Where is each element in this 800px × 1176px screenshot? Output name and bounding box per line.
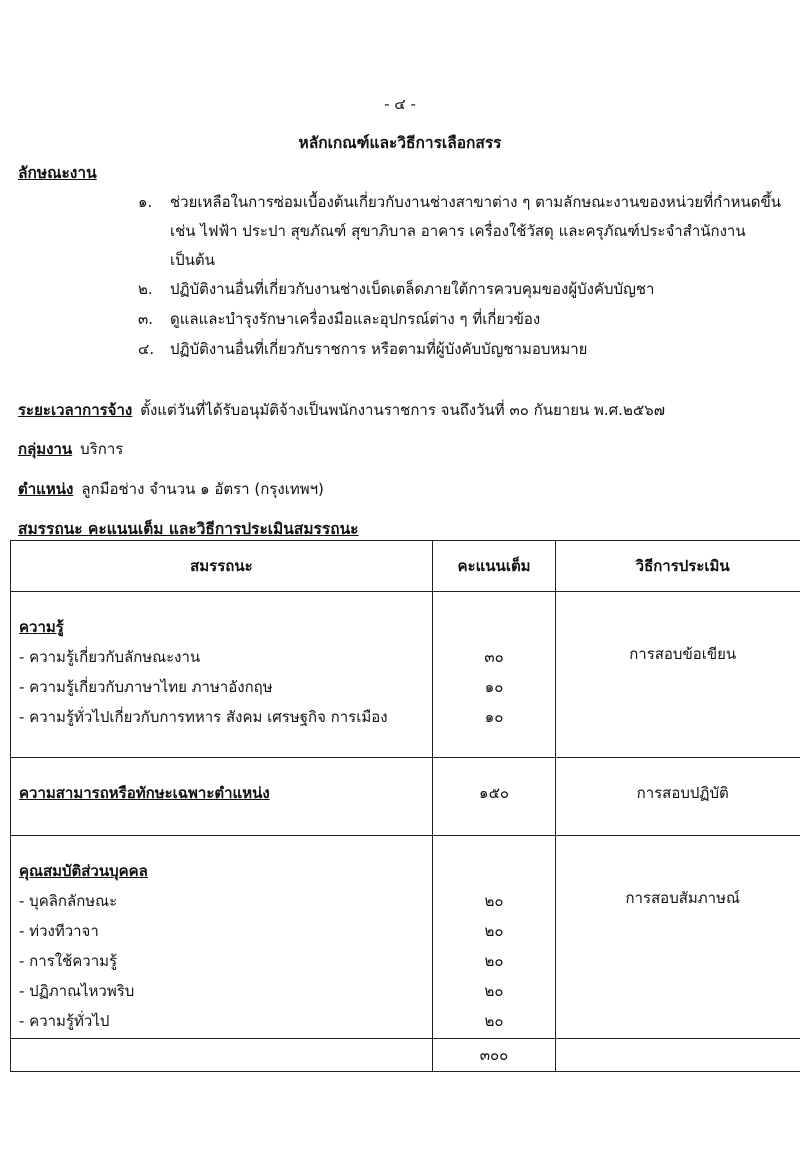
skill-cell [11, 758, 433, 836]
table-header-row [11, 541, 800, 592]
work-group [18, 437, 123, 461]
duty-item-3 [138, 305, 788, 334]
duty-item-1 [138, 188, 788, 275]
duty-item-4 [138, 335, 788, 364]
personal-score-1: ๒๐ [484, 892, 504, 910]
duty-number: ๔. [138, 340, 155, 358]
page-number: - ๔ - [384, 95, 416, 113]
personal-score-3: ๒๐ [484, 952, 504, 970]
knowledge-scores [432, 592, 556, 758]
employment-period [18, 398, 665, 422]
knowledge-score-2: ๑๐ [484, 678, 504, 696]
duty-text: ช่วยเหลือในการซ่อมเบื้องต้นเกี่ยวกับงานช่างสาขาต่าง ๆ ตามลักษณะงานของหน่วยที่กำหนดขึ้น เช่น ไฟฟ้า ประปา สุขภัณฑ์ สุขาภิบาล อาคาร เครื่องใช้วัสดุ และครุภัณฑ์ประจำสำนักงาน เป็นต้น [170, 193, 782, 269]
knowledge-method: การสอบข้อเขียน [556, 592, 800, 758]
duty-number: ๓. [138, 310, 154, 328]
personal-cell [11, 836, 433, 1039]
knowledge-item-1: - ความรู้เกี่ยวกับลักษณะงาน [19, 648, 201, 666]
duty-text: ปฏิบัติงานอื่นที่เกี่ยวกับราชการ หรือตามที่ผู้บังคับบัญชามอบหมาย [170, 340, 588, 358]
knowledge-item-3: - ความรู้ทั่วไปเกี่ยวกับการทหาร สังคม เศรษฐกิจ การเมือง [19, 708, 388, 726]
knowledge-score-1: ๓๐ [484, 648, 504, 666]
header-competency: สมรรถนะ [11, 541, 433, 592]
duty-item-2 [138, 275, 788, 304]
total-label-cell [11, 1039, 433, 1072]
personal-score-2: ๒๐ [484, 922, 504, 940]
personal-score-4: ๒๐ [484, 982, 504, 1000]
personal-method: การสอบสัมภาษณ์ [556, 836, 800, 1039]
position-label: ตำแหน่ง [18, 480, 74, 498]
position [18, 477, 324, 501]
position-value: ลูกมือช่าง จำนวน ๑ อัตรา (กรุงเทพฯ) [81, 480, 324, 498]
work-group-value: บริการ [80, 440, 124, 458]
duty-text: ปฏิบัติงานอื่นที่เกี่ยวกับงานช่างเบ็ดเตล็ดภายใต้การควบคุมของผู้บังคับบัญชา [170, 280, 655, 298]
personal-item-1: - บุคลิกลักษณะ [19, 892, 118, 910]
document-title: หลักเกณฑ์และวิธีการเลือกสรร [298, 134, 502, 152]
header-full-score: คะแนนเต็ม [432, 541, 556, 592]
total-row [11, 1039, 800, 1072]
table-heading: สมรรถนะ คะแนนเต็ม และวิธีการประเมินสมรรถนะ [18, 520, 359, 538]
duty-number: ๒. [138, 280, 153, 298]
knowledge-section [11, 592, 800, 758]
personal-score-5: ๒๐ [484, 1012, 504, 1030]
personal-item-4: - ปฏิภาณไหวพริบ [19, 982, 135, 1000]
personal-item-5: - ความรู้ทั่วไป [19, 1012, 110, 1030]
skill-heading: ความสามารถหรือทักษะเฉพาะตำแหน่ง [19, 784, 270, 802]
personal-item-3: - การใช้ความรู้ [19, 952, 118, 970]
personal-section [11, 836, 800, 1039]
header-method: วิธีการประเมิน [556, 541, 800, 592]
personal-scores [432, 836, 556, 1039]
knowledge-heading: ความรู้ [19, 618, 64, 636]
knowledge-cell [11, 592, 433, 758]
skill-score: ๑๕๐ [432, 758, 556, 836]
employment-period-label: ระยะเวลาการจ้าง [18, 401, 133, 419]
total-score: ๓๐๐ [432, 1039, 556, 1072]
duty-number: ๑. [138, 193, 153, 211]
work-group-label: กลุ่มงาน [18, 440, 73, 458]
competency-table [10, 540, 800, 1072]
knowledge-item-2: - ความรู้เกี่ยวกับภาษาไทย ภาษาอังกฤษ [19, 678, 273, 696]
job-description-heading: ลักษณะงาน [18, 164, 97, 182]
personal-heading: คุณสมบัติส่วนบุคคล [19, 862, 148, 880]
total-method-cell [556, 1039, 800, 1072]
skill-section [11, 758, 800, 836]
personal-item-2: - ท่วงทีวาจา [19, 922, 99, 940]
employment-period-value: ตั้งแต่วันที่ได้รับอนุมัติจ้างเป็นพนักงานราชการ จนถึงวันที่ ๓๐ กันยายน พ.ศ.๒๕๖๗ [140, 401, 665, 419]
knowledge-score-3: ๑๐ [484, 708, 504, 726]
duty-text: ดูแลและบำรุงรักษาเครื่องมือและอุปกรณ์ต่าง ๆ ที่เกี่ยวข้อง [170, 310, 541, 328]
skill-method: การสอบปฏิบัติ [556, 758, 800, 836]
